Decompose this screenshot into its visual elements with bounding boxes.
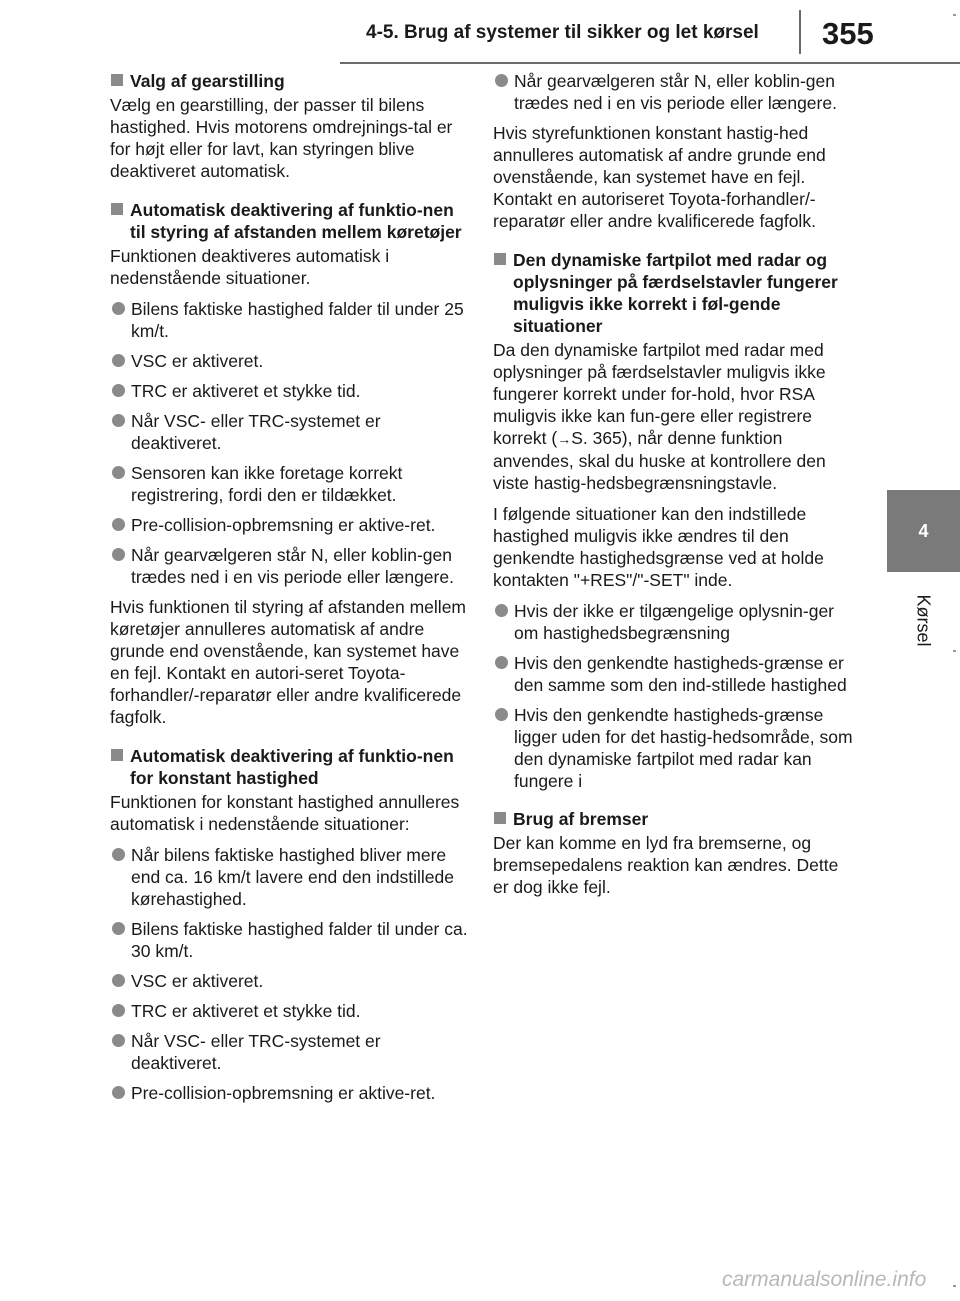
heading-auto-deactivation-distance: Automatisk deaktivering af funktio-nen til styring af afstanden mellem køretøjer bbox=[110, 199, 470, 243]
round-bullet-icon bbox=[112, 922, 125, 935]
round-bullet-icon bbox=[112, 1034, 125, 1047]
chapter-label-container bbox=[887, 580, 960, 660]
list-item: Hvis den genkendte hastigheds-grænse ligger uden for det hastig-hedsområde, som den dynamiske fartpilot med radar kan fungere i bbox=[493, 704, 853, 792]
header-divider bbox=[799, 10, 801, 54]
square-bullet-icon bbox=[494, 812, 506, 824]
list-item: Bilens faktiske hastighed falder til under 25 km/t. bbox=[110, 298, 470, 342]
heading-gear-selection: Valg af gearstilling bbox=[110, 70, 470, 92]
paragraph: Vælg en gearstilling, der passer til bilens hastighed. Hvis motorens omdrejnings-tal er for højt eller for lavt, kan styringen blive deaktiveret automatisk. bbox=[110, 95, 453, 181]
round-bullet-icon bbox=[112, 848, 125, 861]
list-item: Bilens faktiske hastighed falder til under ca. 30 km/t. bbox=[110, 918, 470, 962]
list-item: Hvis der ikke er tilgængelige oplysnin-ger om hastighedsbegrænsning bbox=[493, 600, 853, 644]
list-item: Hvis den genkendte hastigheds-grænse er den samme som den ind-stillede hastighed bbox=[493, 652, 853, 696]
round-bullet-icon bbox=[112, 354, 125, 367]
heading-rsa-limitations: Den dynamiske fartpilot med radar og oplysninger på færdselstavler fungerer muligvis ikke korrekt i føl-gende situationer bbox=[493, 249, 853, 337]
round-bullet-icon bbox=[112, 1004, 125, 1017]
sidebar-tick bbox=[953, 14, 956, 16]
round-bullet-icon bbox=[112, 548, 125, 561]
list-item: Når gearvælgeren står N, eller koblin-gen trædes ned i en vis periode eller længere. bbox=[110, 544, 470, 588]
square-bullet-icon bbox=[494, 253, 506, 265]
page-reference-arrow-icon: → bbox=[557, 431, 572, 447]
square-bullet-icon bbox=[111, 74, 123, 86]
round-bullet-icon bbox=[495, 604, 508, 617]
section-title: 4-5. Brug af systemer til sikker og let kørsel bbox=[366, 22, 759, 43]
chapter-label: Kørsel bbox=[913, 593, 934, 647]
round-bullet-icon bbox=[112, 518, 125, 531]
paragraph: Hvis funktionen til styring af afstanden mellem køretøjer annulleres automatisk af andre grunde end ovenstående, kan systemet have en fejl. Kontakt en autori-seret Toyota-forhandler/-reparatør eller andre kvalificerede fagfolk. bbox=[110, 597, 466, 727]
paragraph: Funktionen for konstant hastighed annulleres automatisk i nedenstående situationer: bbox=[110, 792, 460, 834]
page-number: 355 bbox=[822, 16, 874, 51]
heading-brakes: Brug af bremser bbox=[493, 808, 853, 830]
watermark: carmanualsonline.info bbox=[722, 1268, 927, 1291]
paragraph: Da den dynamiske fartpilot med radar med oplysninger på færdselstavler muligvis ikke fungerer korrekt under for-hold, hvor RSA muligvis ikke kan fun-gere eller registrere korrekt (→S. 365), når denne funktion anvendes, skal du huske at kontrollere den viste hastig-hedsbegrænsningstavle. bbox=[493, 340, 826, 493]
list-item: Pre-collision-opbremsning er aktive-ret. bbox=[110, 1082, 470, 1104]
list-item: Når bilens faktiske hastighed bliver mere end ca. 16 km/t lavere end den indstillede kørehastighed. bbox=[110, 844, 470, 910]
round-bullet-icon bbox=[112, 384, 125, 397]
round-bullet-icon bbox=[495, 656, 508, 669]
list-item: TRC er aktiveret et stykke tid. bbox=[110, 1000, 470, 1022]
square-bullet-icon bbox=[111, 203, 123, 215]
round-bullet-icon bbox=[112, 974, 125, 987]
chapter-number: 4 bbox=[918, 520, 929, 541]
list-item: VSC er aktiveret. bbox=[110, 970, 470, 992]
list-item: Sensoren kan ikke foretage korrekt registrering, fordi den er tildækket. bbox=[110, 462, 470, 506]
paragraph: I følgende situationer kan den indstillede hastighed muligvis ikke ændres til den genkendte hastighedsgrænse ved at holde kontakten "+RES"/"-SET" inde. bbox=[493, 504, 824, 590]
page-reference-link[interactable]: S. 365), når denne funktion anvendes, skal du huske at kontrollere den viste hastig-hedsbegrænsningstavle. bbox=[493, 428, 826, 493]
list-item: TRC er aktiveret et stykke tid. bbox=[110, 380, 470, 402]
paragraph: Funktionen deaktiveres automatisk i nedenstående situationer. bbox=[110, 246, 390, 288]
round-bullet-icon bbox=[112, 414, 125, 427]
list-item: Pre-collision-opbremsning er aktive-ret. bbox=[110, 514, 470, 536]
round-bullet-icon bbox=[495, 74, 508, 87]
sidebar-tick bbox=[953, 1285, 956, 1287]
list-item: VSC er aktiveret. bbox=[110, 350, 470, 372]
list-item: Når VSC- eller TRC-systemet er deaktiveret. bbox=[110, 1030, 470, 1074]
square-bullet-icon bbox=[111, 749, 123, 761]
list-item: Når VSC- eller TRC-systemet er deaktiveret. bbox=[110, 410, 470, 454]
right-column bbox=[493, 70, 853, 907]
round-bullet-icon bbox=[112, 1086, 125, 1099]
paragraph: Der kan komme en lyd fra bremserne, og bremsepedalens reaktion kan ændres. Dette er dog ikke fejl. bbox=[493, 833, 839, 897]
paragraph: Hvis styrefunktionen konstant hastig-hed annulleres automatisk af andre grunde end ovenstående, kan systemet have en fejl. Kontakt en autoriseret Toyota-forhandler/-reparatør eller andre kvalificerede fagfolk. bbox=[493, 123, 826, 231]
round-bullet-icon bbox=[112, 466, 125, 479]
round-bullet-icon bbox=[112, 302, 125, 315]
left-column bbox=[110, 70, 470, 1112]
heading-auto-deactivation-constant-speed: Automatisk deaktivering af funktio-nen for konstant hastighed bbox=[110, 745, 470, 789]
chapter-tab[interactable] bbox=[887, 490, 960, 572]
round-bullet-icon bbox=[495, 708, 508, 721]
list-item: Når gearvælgeren står N, eller koblin-gen trædes ned i en vis periode eller længere. bbox=[493, 70, 853, 114]
